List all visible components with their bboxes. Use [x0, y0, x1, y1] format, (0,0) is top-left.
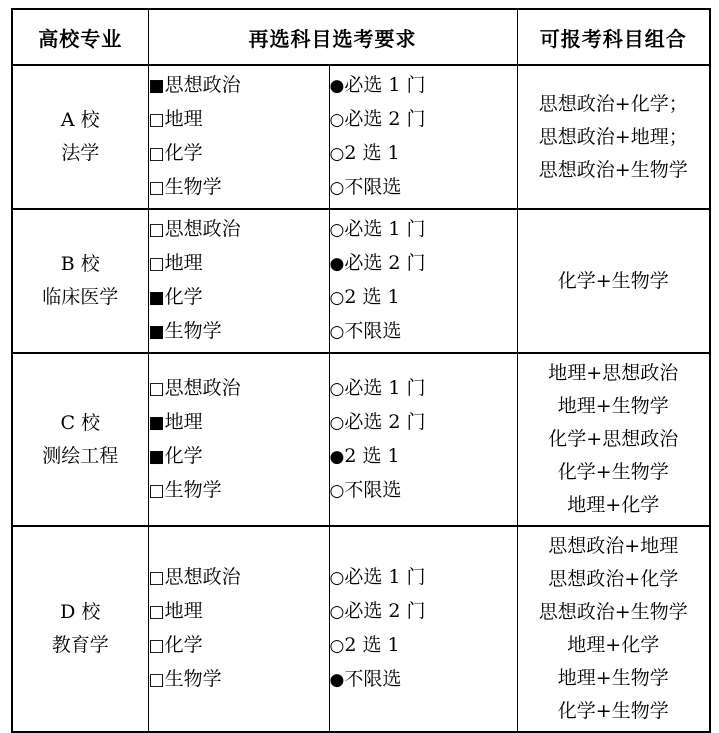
checkbox-unchecked-icon: □	[148, 378, 165, 399]
subject-label: 地理	[164, 410, 203, 433]
requirement-option	[330, 474, 517, 508]
subject-label: 思想政治	[164, 74, 241, 96]
requirements-cell	[329, 526, 517, 732]
radio-unselected-icon: ○	[329, 322, 345, 342]
combination-text: 思想政治+生物学	[538, 158, 688, 181]
subject-option	[149, 440, 329, 474]
combination-text: 思想政治+地理	[548, 535, 679, 557]
table-row	[12, 65, 710, 209]
requirement-label: 必选 1 门	[344, 218, 426, 240]
table-row	[12, 209, 710, 353]
radio-unselected-icon: ○	[329, 636, 345, 656]
subject-option	[149, 213, 329, 247]
requirement-option	[330, 372, 517, 406]
requirement-option	[330, 137, 517, 171]
major-name: 临床医学	[42, 286, 119, 308]
requirement-label: 不限选	[344, 176, 402, 198]
requirements-cell	[329, 353, 517, 526]
subject-option	[149, 137, 329, 171]
requirement-label: 必选 1 门	[344, 74, 426, 96]
subject-label: 化学	[164, 142, 203, 164]
requirement-label: 必选 1 门	[344, 376, 426, 399]
subjects-cell	[148, 65, 329, 209]
subject-option	[149, 281, 329, 315]
table-row	[12, 353, 710, 526]
subject-label: 生物学	[164, 478, 222, 501]
requirement-option	[330, 440, 517, 474]
requirement-label: 不限选	[344, 668, 402, 690]
checkbox-checked-icon: ■	[148, 322, 165, 342]
combination-text: 地理+化学	[567, 634, 660, 656]
requirement-label: 必选 1 门	[344, 566, 426, 588]
major-cell	[12, 209, 148, 353]
subject-option	[149, 595, 329, 629]
school-name: C 校	[60, 411, 101, 434]
requirement-label: 不限选	[344, 320, 402, 342]
requirement-option	[330, 629, 517, 663]
checkbox-unchecked-icon: □	[148, 110, 165, 130]
requirement-option	[330, 213, 517, 247]
radio-unselected-icon: ○	[329, 480, 345, 501]
radio-unselected-icon: ○	[329, 288, 345, 308]
requirement-label: 必选 2 门	[344, 252, 426, 274]
radio-unselected-icon: ○	[329, 602, 345, 622]
requirement-option	[330, 69, 517, 103]
subject-label: 生物学	[164, 176, 222, 198]
checkbox-unchecked-icon: □	[148, 636, 165, 656]
subject-label: 地理	[164, 600, 203, 622]
requirement-label: 不限选	[344, 478, 402, 501]
school-name: B 校	[60, 253, 100, 275]
subjects-cell	[148, 353, 329, 526]
subject-requirements-table	[11, 8, 711, 733]
subjects-cell	[148, 209, 329, 353]
header-row	[12, 9, 710, 65]
checkbox-unchecked-icon: □	[148, 602, 165, 622]
requirement-label: 必选 2 门	[344, 108, 426, 130]
combination-text: 化学+生物学	[557, 269, 669, 292]
requirement-option	[330, 281, 517, 315]
combination-text: 地理+化学	[567, 494, 660, 516]
requirement-option	[330, 561, 517, 595]
requirement-label: 必选 2 门	[344, 600, 426, 622]
radio-unselected-icon: ○	[329, 378, 345, 399]
subject-option	[149, 629, 329, 663]
requirement-label: 2 选 1	[344, 286, 400, 308]
checkbox-unchecked-icon: □	[148, 670, 165, 690]
subject-option	[149, 474, 329, 508]
checkbox-unchecked-icon: □	[148, 254, 165, 274]
radio-selected-icon: ●	[329, 76, 345, 96]
header-major: 高校专业	[12, 9, 148, 65]
requirement-option	[330, 406, 517, 440]
checkbox-unchecked-icon: □	[148, 480, 165, 501]
header-combinations: 可报考科目组合	[517, 9, 710, 65]
subject-label: 生物学	[164, 320, 222, 342]
requirement-label: 必选 2 门	[344, 410, 426, 433]
radio-unselected-icon: ○	[329, 568, 345, 588]
combination-text: 地理+思想政治	[548, 362, 679, 384]
subject-label: 地理	[164, 108, 203, 130]
radio-unselected-icon: ○	[329, 412, 345, 433]
subject-label: 地理	[164, 252, 203, 274]
requirement-option	[330, 171, 517, 205]
requirements-cell	[329, 65, 517, 209]
subject-option	[149, 406, 329, 440]
requirement-label: 2 选 1	[344, 634, 400, 656]
requirement-option	[330, 247, 517, 281]
checkbox-checked-icon: ■	[148, 288, 165, 308]
subject-option	[149, 663, 329, 697]
checkbox-checked-icon: ■	[148, 76, 165, 96]
radio-unselected-icon: ○	[329, 178, 345, 198]
checkbox-unchecked-icon: □	[148, 220, 165, 240]
subject-option	[149, 561, 329, 595]
combination-text: 思想政治+生物学	[538, 601, 688, 623]
table-body	[12, 65, 710, 732]
checkbox-checked-icon: ■	[148, 446, 165, 467]
major-cell	[12, 65, 148, 209]
school-name: A 校	[60, 109, 100, 131]
subject-label: 化学	[164, 286, 203, 308]
requirement-label: 2 选 1	[344, 142, 400, 164]
subject-option	[149, 247, 329, 281]
combination-text: 化学+生物学	[557, 700, 669, 722]
requirement-option	[330, 595, 517, 629]
subjects-cell	[148, 526, 329, 732]
subject-label: 思想政治	[164, 566, 241, 588]
combination-text: 地理+生物学	[557, 667, 669, 689]
subject-label: 生物学	[164, 668, 222, 690]
subject-label: 化学	[164, 444, 203, 467]
radio-unselected-icon: ○	[329, 144, 345, 164]
combination-text: 地理+生物学	[557, 395, 669, 417]
school-name: D 校	[60, 601, 101, 623]
checkbox-unchecked-icon: □	[148, 178, 165, 198]
combination-text: 思想政治+地理；	[538, 125, 688, 148]
major-name: 测绘工程	[42, 444, 119, 467]
subject-option	[149, 103, 329, 137]
radio-selected-icon: ●	[329, 446, 345, 467]
requirement-option	[330, 315, 517, 349]
radio-unselected-icon: ○	[329, 110, 345, 130]
requirement-label: 2 选 1	[344, 444, 400, 467]
subject-option	[149, 372, 329, 406]
combinations-cell	[517, 353, 710, 526]
header-requirements: 再选科目选考要求	[148, 9, 517, 65]
major-name: 教育学	[51, 634, 109, 656]
subject-option	[149, 315, 329, 349]
subject-label: 思想政治	[164, 376, 241, 399]
combinations-cell	[517, 526, 710, 732]
major-cell	[12, 353, 148, 526]
combination-text: 思想政治+化学	[548, 568, 679, 590]
table-row	[12, 526, 710, 732]
combinations-cell	[517, 65, 710, 209]
checkbox-unchecked-icon: □	[148, 568, 165, 588]
radio-unselected-icon: ○	[329, 220, 345, 240]
requirement-option	[330, 663, 517, 697]
combinations-cell	[517, 209, 710, 353]
subject-label: 化学	[164, 634, 203, 656]
combination-text: 思想政治+化学；	[538, 92, 688, 115]
checkbox-checked-icon: ■	[148, 412, 165, 433]
checkbox-unchecked-icon: □	[148, 144, 165, 164]
radio-selected-icon: ●	[329, 254, 345, 274]
requirement-option	[330, 103, 517, 137]
subject-option	[149, 69, 329, 103]
combination-text: 化学+思想政治	[548, 428, 679, 450]
combination-text: 化学+生物学	[557, 461, 669, 483]
major-name: 法学	[61, 142, 100, 164]
subject-label: 思想政治	[164, 218, 241, 240]
subject-option	[149, 171, 329, 205]
radio-selected-icon: ●	[329, 670, 345, 690]
requirements-cell	[329, 209, 517, 353]
major-cell	[12, 526, 148, 732]
